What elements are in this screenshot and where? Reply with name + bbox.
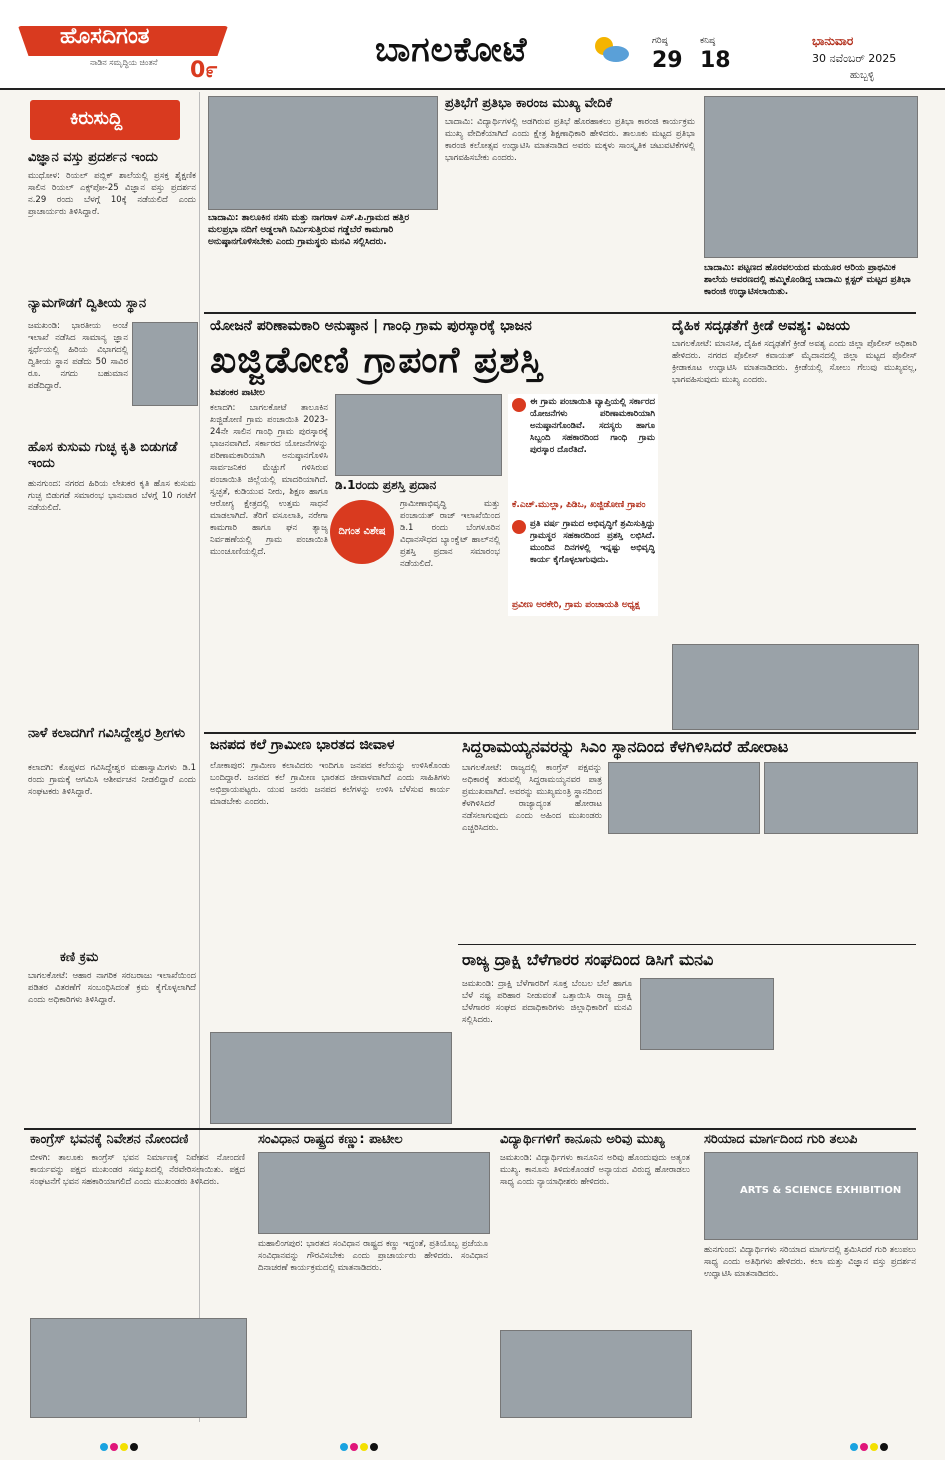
- story-body: ಜಮಖಂಡಿ: ದ್ರಾಕ್ಷಿ ಬೆಳೆಗಾರರಿಗೆ ಸೂಕ್ತ ಬೆಂಬಲ ಬೆಲೆ ಹಾಗೂ ಬೆಳೆ ನಷ್ಟ ಪರಿಹಾರ ನೀಡುವಂತೆ ಒತ್ತಾಯಿಸಿ ರಾಜ್ಯ ದ್ರಾಕ್ಷಿ ಬೆಳೆಗಾರರ ಸಂಘದ ಪದಾಧಿಕಾರಿಗಳು ಜಿಲ್ಲಾಧಿಕಾರಿಗೆ ಮನವಿ ಸಲ್ಲಿಸಿದರು.: [462, 979, 632, 1025]
- brief-body: ಹುನಗುಂದ: ನಗರದ ಹಿರಿಯ ಲೇಖಕರ ಕೃತಿ ಹೊಸ ಕುಸುಮ ಗುಚ್ಛ ಬಿಡುಗಡೆ ಸಮಾರಂಭ ಭಾನುವಾರ ಬೆಳಗ್ಗೆ 10 ಗಂಟೆಗೆ ನಡೆಯಲಿದೆ.: [28, 479, 196, 513]
- max-label: ಗರಿಷ್ಠ: [652, 36, 668, 46]
- story-body: ಬಾಗಲಕೋಟೆ: ರಾಜ್ಯದಲ್ಲಿ ಕಾಂಗ್ರೆಸ್ ಪಕ್ಷವನ್ನು ಅಧಿಕಾರಕ್ಕೆ ತರುವಲ್ಲಿ ಸಿದ್ದರಾಮಯ್ಯನವರ ಪಾತ್ರ ಪ್ರಮುಖವಾಗಿದೆ. ಅವರನ್ನು ಮುಖ್ಯಮಂತ್ರಿ ಸ್ಥಾನದಿಂದ ಕೆಳಗಿಳಿಸಿದರೆ ರಾಜ್ಯಾದ್ಯಂತ ಹೋರಾಟ ನಡೆಸಲಾಗುವುದು ಎಂದು ಅಹಿಂದ ಮುಖಂಡರು ಎಚ್ಚರಿಸಿದರು.: [462, 763, 602, 833]
- story-title: ರಾಜ್ಯ ದ್ರಾಕ್ಷಿ ಬೆಳೆಗಾರರ ಸಂಘದಿಂದ ಡಿಸಿಗೆ ಮನವಿ: [462, 950, 714, 969]
- divider: [204, 312, 916, 314]
- logo: ಹೊಸದಿಗಂತ: [60, 24, 150, 49]
- brief-title: ವಿಜ್ಞಾನ ವಸ್ತು ಪ್ರದರ್ಶನ ಇಂದು: [28, 150, 158, 165]
- story-body: ಜಮಖಂಡಿ: ವಿದ್ಯಾರ್ಥಿಗಳು ಕಾನೂನಿನ ಅರಿವು ಹೊಂದುವುದು ಅತ್ಯಂತ ಮುಖ್ಯ. ಕಾನೂನು ತಿಳಿದುಕೊಂಡರೆ ಅನ್ಯಾಯದ ವಿರುದ್ಧ ಹೋರಾಡಲು ಸಾಧ್ಯ ಎಂದು ನ್ಯಾಯಾಧೀಶರು ಹೇಳಿದರು.: [500, 1153, 690, 1187]
- page-number: 0೯: [190, 58, 218, 83]
- photo-caption: ಡಿ.1ರಂದು ಪ್ರಶಸ್ತಿ ಪ್ರದಾನ: [335, 478, 437, 492]
- story-body: ಬೀಳಗಿ: ತಾಲೂಕು ಕಾಂಗ್ರೆಸ್ ಭವನ ನಿರ್ಮಾಣಕ್ಕೆ ನಿವೇಶನ ನೋಂದಣಿ ಕಾರ್ಯವನ್ನು ಪಕ್ಷದ ಮುಖಂಡರ ಸಮ್ಮುಖದಲ್ಲಿ ನೆರವೇರಿಸಲಾಯಿತು. ಪಕ್ಷದ ಸಂಘಟನೆಗೆ ಭವನ ಸಹಕಾರಿಯಾಗಲಿದೆ ಎಂದು ಮುಖಂಡರು ತಿಳಿಸಿದರು.: [30, 1153, 245, 1187]
- brief-title: ಹೊಸ ಕುಸುಮ ಗುಚ್ಛ ಕೃತಿ ಬಿಡುಗಡೆ ಇಂದು: [28, 440, 178, 471]
- photo-exhibition: [704, 1152, 918, 1240]
- story-body: ಬಾಗಲಕೋಟೆ: ಮಾನಸಿಕ, ದೈಹಿಕ ಸದೃಢತೆಗೆ ಕ್ರೀಡೆ ಅವಶ್ಯ ಎಂದು ಜಿಲ್ಲಾ ಪೊಲೀಸ್ ಅಧಿಕಾರಿ ಹೇಳಿದರು. ನಗರದ ಪೊಲೀಸ್ ಕವಾಯತ್ ಮೈದಾನದಲ್ಲಿ ಜಿಲ್ಲಾ ಮಟ್ಟದ ಪೊಲೀಸ್ ಕ್ರೀಡಾಕೂಟ ಉದ್ಘಾಟಿಸಿ ಮಾತನಾಡಿದರು. ಕ್ರೀಡೆಯಲ್ಲಿ ಸೋಲು ಗೆಲುವು ಮುಖ್ಯವಲ್ಲ, ಭಾಗವಹಿಸುವುದು ಮುಖ್ಯ ಎಂದರು.: [672, 339, 917, 385]
- photo-panchayat: [335, 394, 502, 476]
- caption-pratibha: ಬಾದಾಮಿ: ಪಟ್ಟಣದ ಹೊರವಲಯದ ಮಯೂರ ಆರಿಯ ಪ್ರಾಥಮಿಕ ಶಾಲೆಯ ಆವರಣದಲ್ಲಿ ಹಮ್ಮಿಕೊಂಡಿದ್ದ ಬಾದಾಮಿ ಕ್ಲಸ್ಟರ್ ಮಟ್ಟದ ಪ್ರತಿಭಾ ಕಾರಂಜಿ ಉದ್ಘಾಟಿಸಲಾಯಿತು.: [704, 263, 911, 297]
- story-title: ದೈಹಿಕ ಸದೃಢತೆಗೆ ಕ್ರೀಡೆ ಅವಶ್ಯ: ವಿಜಯ: [672, 318, 851, 334]
- bottom-strip: [0, 1422, 945, 1460]
- day: ಭಾನುವಾರ: [812, 34, 854, 48]
- lead-headline: ಖಜ್ಜಿಡೋಣಿ ಗ್ರಾಪಂಗೆ ಪ್ರಶಸ್ತಿ: [210, 340, 544, 381]
- story-title: ಕಾಂಗ್ರೆಸ್ ಭವನಕ್ಕೆ ನಿವೇಶನ ನೋಂದಣಿ: [30, 1132, 189, 1147]
- story-body: ಹುನಗುಂದ: ವಿದ್ಯಾರ್ಥಿಗಳು ಸರಿಯಾದ ಮಾರ್ಗದಲ್ಲಿ ಶ್ರಮಿಸಿದರೆ ಗುರಿ ತಲುಪಲು ಸಾಧ್ಯ ಎಂದು ಅತಿಥಿಗಳು ಹೇಳಿದರು. ಕಲಾ ಮತ್ತು ವಿಜ್ಞಾನ ವಸ್ತು ಪ್ರದರ್ಶನ ಉದ್ಘಾಟಿಸಿ ಮಾತನಾಡಿದರು.: [704, 1245, 916, 1279]
- divider: [204, 732, 916, 734]
- min-temp: 18: [700, 48, 731, 73]
- photo-sports: [672, 644, 919, 730]
- photo-river: [208, 96, 438, 210]
- brief-title: ಕಣಿ ಕ್ರಮ: [60, 950, 99, 965]
- date: 30 ನವೆಂಬರ್ 2025: [812, 52, 897, 65]
- color-registration-marks: [850, 1436, 890, 1455]
- exhibition-banner: ARTS & SCIENCE EXHIBITION: [740, 1185, 902, 1196]
- kiru-title: ಕಿರುಸುದ್ದಿ: [70, 108, 123, 129]
- story-body: ಲೋಕಾಪುರ: ಗ್ರಾಮೀಣ ಕಲಾವಿದರು ಇಂದಿಗೂ ಜನಪದ ಕಲೆಯನ್ನು ಉಳಿಸಿಕೊಂಡು ಬಂದಿದ್ದಾರೆ. ಜನಪದ ಕಲೆ ಗ್ರಾಮೀಣ ಭಾರತದ ಜೀವಾಳವಾಗಿದೆ ಎಂದು ಸಾಹಿತಿಗಳು ಅಭಿಪ್ರಾಯಪಟ್ಟರು. ಯುವ ಜನರು ಜನಪದ ಕಲೆಗಳನ್ನು ಉಳಿಸಿ ಬೆಳೆಸುವ ಕಾರ್ಯ ಮಾಡಬೇಕು ಎಂದರು.: [210, 761, 450, 807]
- story-title: ವಿದ್ಯಾರ್ಥಿಗಳಿಗೆ ಕಾನೂನು ಅರಿವು ಮುಖ್ಯ: [500, 1132, 665, 1147]
- edition-place: ಹುಬ್ಬಳ್ಳಿ: [850, 70, 875, 81]
- brief-title: ನ್ಯಾಮಗೌಡಗೆ ದ್ವಿತೀಯ ಸ್ಥಾನ: [28, 296, 147, 311]
- brief-title: ನಾಳೆ ಕಲಾದಗಿಗೆ ಗವಿಸಿದ್ದೇಶ್ವರ ಶ್ರೀಗಳು: [28, 726, 186, 741]
- divider: [458, 944, 916, 945]
- photo-law: [500, 1330, 692, 1418]
- divider: [24, 1128, 916, 1130]
- special-seal: ದಿಗಂತ ವಿಶೇಷ: [330, 500, 394, 564]
- portrait-photo: [132, 322, 198, 406]
- quote-by: ಕೆ.ಎಚ್.ಮುಲ್ಲಾ, ಪಿಡಿಒ, ಖಜ್ಜಿಡೋಣಿ ಗ್ರಾಪಂ: [512, 500, 646, 510]
- lead-kicker: ಯೋಜನೆ ಪರಿಣಾಮಕಾರಿ ಅನುಷ್ಠಾನ | ಗಾಂಧಿ ಗ್ರಾಮ ಪುರಸ್ಕಾರಕ್ಕೆ ಭಾಜನ: [210, 318, 532, 334]
- quote-icon: [512, 398, 526, 412]
- story-title: ಸಂವಿಧಾನ ರಾಷ್ಟ್ರದ ಕಣ್ಣು: ಪಾಟೀಲ: [258, 1132, 403, 1147]
- photo-protest: [608, 762, 760, 834]
- story-title: ಜನಪದ ಕಲೆ ಗ್ರಾಮೀಣ ಭಾರತದ ಜೀವಾಳ: [210, 737, 395, 753]
- brief-body: ಮುಧೋಳ: ರಿಯಲ್ ಪಬ್ಲಿಕ್ ಶಾಲೆಯಲ್ಲಿ ಪ್ರಸಕ್ತ ಶೈಕ್ಷಣಿಕ ಸಾಲಿನ ರಿಯಲ್ ಎಕ್ಸ್‌ಪೋ-25 ವಿಜ್ಞಾನ ವಸ್ತು ಪ್ರದರ್ಶನ ನ.29 ರಂದು ಬೆಳಗ್ಗೆ 10ಕ್ಕೆ ನಡೆಯಲಿದೆ ಎಂದು ಪ್ರಾಚಾರ್ಯರು ತಿಳಿಸಿದ್ದಾರೆ.: [28, 171, 196, 217]
- quote-by: ಪ್ರವೀಣ ಅರಕೇರಿ, ಗ್ರಾಮ ಪಂಚಾಯತಿ ಅಧ್ಯಕ್ಷ: [512, 600, 640, 610]
- story-title: ಸಿದ್ದರಾಮಯ್ಯನವರನ್ನು ಸಿಎಂ ಸ್ಥಾನದಿಂದ ಕೆಳಗಿಳಿಸಿದರೆ ಹೋರಾಟ: [462, 737, 789, 756]
- min-label: ಕನಿಷ್ಠ: [700, 36, 716, 46]
- brief-body: ಜಮಖಂಡಿ: ಭಾರತೀಯ ಅಂಚೆ ಇಲಾಖೆ ನಡೆಸಿದ ಸಾಮಾನ್ಯ ಜ್ಞಾನ ಸ್ಪರ್ಧೆಯಲ್ಲಿ ಹಿರಿಯ ವಿಭಾಗದಲ್ಲಿ ದ್ವಿತೀಯ ಸ್ಥಾನ ಪಡೆದು 50 ಸಾವಿರ ರೂ. ನಗದು ಬಹುಮಾನ ಪಡೆದಿದ್ದಾರೆ.: [28, 321, 128, 391]
- city-title: ಬಾಗಲಕೋಟೆ: [375, 30, 528, 70]
- photo-janapada: [210, 1032, 452, 1124]
- caption-river: ಬಾದಾಮಿ: ತಾಲೂಕಿನ ನಸನಿ ಮತ್ತು ನಾಗರಾಳ ಎಸ್.ಪಿ.ಗ್ರಾಮದ ಹತ್ತಿರ ಮಲಪ್ರಭಾ ನದಿಗೆ ಅಡ್ಡಲಾಗಿ ನಿರ್ಮಿಸುತ್ತಿರುವ ಗಡ್ಡೆಬೆರೆ ಕಾಮಗಾರಿ ಅನುಷ್ಠಾನಗೊಳಿಸಬೇಕು ಎಂದು ಗ್ರಾಮಸ್ಥರು ಮನವಿ ಸಲ್ಲಿಸಿದರು.: [208, 213, 410, 247]
- color-registration-marks: [340, 1436, 380, 1455]
- photo-pratibha: [704, 96, 918, 258]
- max-temp: 29: [652, 48, 683, 73]
- quote-icon: [512, 520, 526, 534]
- brief-body: ಕಲಾದಗಿ: ಕೊಪ್ಪಳದ ಗವಿಸಿದ್ದೇಶ್ವರ ಮಹಾಸ್ವಾಮಿಗಳು ಡಿ.1 ರಂದು ಗ್ರಾಮಕ್ಕೆ ಆಗಮಿಸಿ ಆಶೀರ್ವಚನ ನೀಡಲಿದ್ದಾರೆ ಎಂದು ಸಂಘಟಕರು ತಿಳಿಸಿದ್ದಾರೆ.: [28, 763, 196, 797]
- story-title: ಸರಿಯಾದ ಮಾರ್ಗದಿಂದ ಗುರಿ ತಲುಪಿ: [704, 1132, 858, 1147]
- color-registration-marks: [100, 1436, 140, 1455]
- story-body: ಬಾದಾಮಿ: ವಿದ್ಯಾರ್ಥಿಗಳಲ್ಲಿ ಅಡಗಿರುವ ಪ್ರತಿಭೆ ಹೊರಹಾಕಲು ಪ್ರತಿಭಾ ಕಾರಂಜಿ ಕಾರ್ಯಕ್ರಮ ಮುಖ್ಯ ವೇದಿಕೆಯಾಗಿದೆ ಎಂದು ಕ್ಷೇತ್ರ ಶಿಕ್ಷಣಾಧಿಕಾರಿ ಹೇಳಿದರು. ತಾಲೂಕು ಮಟ್ಟದ ಪ್ರತಿಭಾ ಕಾರಂಜಿ ಕಲೋತ್ಸವ ಉದ್ಘಾಟಿಸಿ ಮಾತನಾಡಿದ ಅವರು ಮಕ್ಕಳು ಸಾಂಸ್ಕೃತಿಕ ಚಟುವಟಿಕೆಗಳಲ್ಲಿ ಭಾಗವಹಿಸಬೇಕು ಎಂದರು.: [445, 117, 695, 163]
- photo-protest: [764, 762, 918, 834]
- brief-body: ಬಾಗಲಕೋಟೆ: ಆಹಾರ ನಾಗರಿಕ ಸರಬರಾಜು ಇಲಾಖೆಯಿಂದ ಪಡಿತರ ವಿತರಣೆಗೆ ಸಂಬಂಧಿಸಿದಂತೆ ಕ್ರಮ ಕೈಗೊಳ್ಳಲಾಗಿದೆ ಎಂದು ಅಧಿಕಾರಿಗಳು ತಿಳಿಸಿದ್ದಾರೆ.: [28, 971, 196, 1005]
- photo-congress: [30, 1318, 247, 1418]
- photo-grape: [640, 978, 774, 1050]
- lead-body: ಕಲಾದಗಿ: ಬಾಗಲಕೋಟೆ ತಾಲೂಕಿನ ಖಜ್ಜಿಡೋಣಿ ಗ್ರಾಮ ಪಂಚಾಯಿತಿ 2023-24ನೇ ಸಾಲಿನ ಗಾಂಧಿ ಗ್ರಾಮ ಪುರಸ್ಕಾರಕ್ಕೆ ಭಾಜನವಾಗಿದೆ. ಸರ್ಕಾರದ ಯೋಜನೆಗಳನ್ನು ಪರಿಣಾಮಕಾರಿಯಾಗಿ ಅನುಷ್ಠಾನಗೊಳಿಸಿ ಸಾರ್ವಜನಿಕರ ಮೆಚ್ಚುಗೆ ಗಳಿಸಿರುವ ಪಂಚಾಯಿತಿ ಜಿಲ್ಲೆಯಲ್ಲಿ ಮಾದರಿಯಾಗಿದೆ. ಸ್ವಚ್ಛತೆ, ಕುಡಿಯುವ ನೀರು, ಶಿಕ್ಷಣ ಹಾಗೂ ಆರೋಗ್ಯ ಕ್ಷೇತ್ರದಲ್ಲಿ ಉತ್ತಮ ಸಾಧನೆ ಮಾಡಲಾಗಿದೆ. ತೆರಿಗೆ ವಸೂಲಾತಿ, ನರೇಗಾ ಕಾಮಗಾರಿ ಹಾಗೂ ಘನ ತ್ಯಾಜ್ಯ ನಿರ್ವಹಣೆಯಲ್ಲಿ ಗ್ರಾಮ ಪಂಚಾಯಿತಿ ಮುಂಚೂಣಿಯಲ್ಲಿದೆ.: [210, 403, 328, 557]
- photo-body: ಗ್ರಾಮೀಣಾಭಿವೃದ್ಧಿ ಮತ್ತು ಪಂಚಾಯತ್ ರಾಜ್ ಇಲಾಖೆಯಿಂದ ಡಿ.1 ರಂದು ಬೆಂಗಳೂರಿನ ವಿಧಾನಸೌಧದ ಬ್ಯಾಂಕ್ವೆಟ್ ಹಾಲ್‌ನಲ್ಲಿ ಪ್ರಶಸ್ತಿ ಪ್ರದಾನ ಸಮಾರಂಭ ನಡೆಯಲಿದೆ.: [400, 499, 500, 569]
- story-title: ಪ್ರತಿಭೆಗೆ ಪ್ರತಿಭಾ ಕಾರಂಜ ಮುಖ್ಯ ವೇದಿಕೆ: [445, 96, 613, 111]
- quote-text: ಪ್ರತಿ ವರ್ಷ ಗ್ರಾಮದ ಅಭಿವೃದ್ಧಿಗೆ ಶ್ರಮಿಸುತ್ತಿದ್ದು ಗ್ರಾಮಸ್ಥರ ಸಹಕಾರದಿಂದ ಪ್ರಶಸ್ತಿ ಲಭಿಸಿದೆ. ಮುಂದಿನ ದಿನಗಳಲ್ಲಿ ಇನ್ನಷ್ಟು ಅಭಿವೃದ್ಧಿ ಕಾರ್ಯ ಕೈಗೊಳ್ಳಲಾಗುವುದು.: [530, 519, 655, 565]
- quote-text: ಈ ಗ್ರಾಮ ಪಂಚಾಯಿತಿ ವ್ಯಾಪ್ತಿಯಲ್ಲಿ ಸರ್ಕಾರದ ಯೋಜನೆಗಳು ಪರಿಣಾಮಕಾರಿಯಾಗಿ ಅನುಷ್ಠಾನಗೊಂಡಿವೆ. ಸದಸ್ಯರು ಹಾಗೂ ಸಿಬ್ಬಂದಿ ಸಹಕಾರದಿಂದ ಗಾಂಧಿ ಗ್ರಾಮ ಪುರಸ್ಕಾರ ದೊರೆತಿದೆ.: [530, 397, 655, 455]
- byline: ಶಿವಶಂಕರ ಪಾಟೀಲ: [210, 388, 265, 398]
- story-body: ಮಹಾಲಿಂಗಪುರ: ಭಾರತದ ಸಂವಿಧಾನ ರಾಷ್ಟ್ರದ ಕಣ್ಣು ಇದ್ದಂತೆ, ಪ್ರತಿಯೊಬ್ಬ ಪ್ರಜೆಯೂ ಸಂವಿಧಾನವನ್ನು ಗೌರವಿಸಬೇಕು ಎಂದು ಪ್ರಾಚಾರ್ಯರು ಹೇಳಿದರು. ಸಂವಿಧಾನ ದಿನಾಚರಣೆ ಕಾರ್ಯಕ್ರಮದಲ್ಲಿ ಮಾತನಾಡಿದರು.: [258, 1239, 488, 1273]
- tagline: ನಾಡಿನ ಸಮೃದ್ಧಿಯ ಚಿಂತನೆ: [90, 58, 158, 67]
- photo-constitution: [258, 1152, 490, 1234]
- weather-icon: [590, 34, 630, 64]
